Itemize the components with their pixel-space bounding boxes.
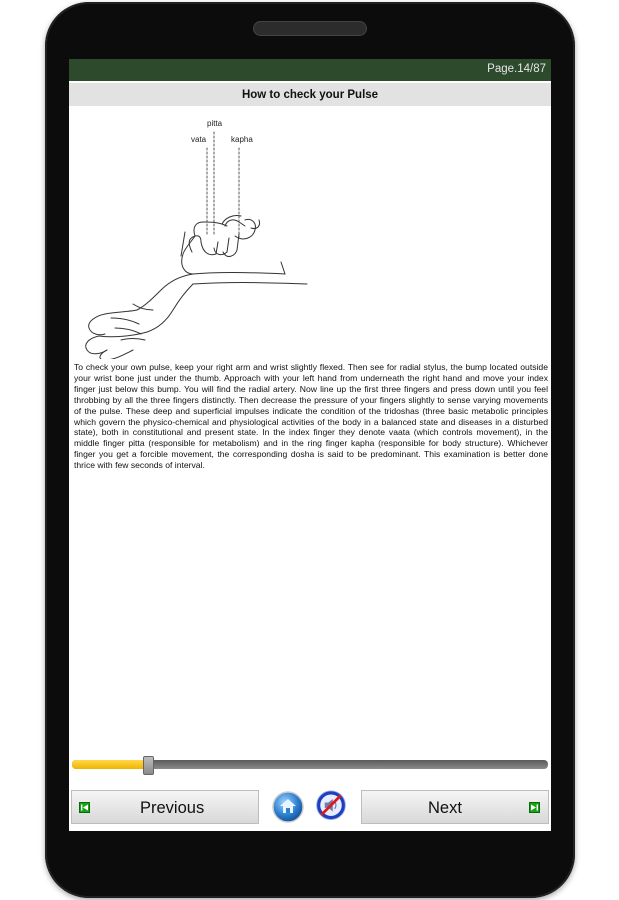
home-icon[interactable] (271, 790, 305, 824)
bottom-controls (69, 743, 551, 831)
speaker-grille (253, 21, 367, 36)
article-body: To check your own pulse, keep your right arm and wrist slightly flexed. Then see for radial stylus, the bump located outside your wrist bone just under the thumb. Approach with your left hand from underneath the right hand and move your index finger just below this bump. You will find the radial artery. Now line up the first three fingers and press down until you feel throbbing by all the three fingers distinctly. Then decrease the pressure of your fingers slightly to sense varying movements of the pulse. These deep and superficial impulses indicate the condition of the tridoshas (three basic metabolic principles which govern the physico-chemical and physiological activities of the body in a balanced state and diseases in a disturbed state), both in constitutional and present state. In the index finger they denote vaata (which controls movement), in the middle finger pitta (responsible for metabolism) and in the ring finger kapha (responsible for body structure). Whichever finger you get a forcible movement, the corresponding dosha is said to be predominant. This examination is better done thrice with few seconds of interval. (74, 362, 548, 471)
page-indicator: Page.14/87 (487, 63, 546, 75)
pitta-label: pitta (207, 119, 223, 128)
skip-next-icon (529, 802, 540, 813)
progress-slider-handle[interactable] (143, 756, 154, 775)
next-button[interactable] (361, 790, 549, 824)
previous-label: Previous (140, 799, 205, 817)
sound-muted-icon[interactable] (314, 790, 348, 824)
kapha-label: kapha (231, 135, 253, 144)
page-title: How to check your Pulse (241, 89, 379, 101)
vata-label: vata (191, 135, 207, 144)
previous-button[interactable] (71, 790, 259, 824)
app-screen (69, 59, 551, 831)
progress-slider-fill (72, 760, 148, 769)
title-bar (69, 83, 551, 106)
next-label: Next (428, 799, 462, 817)
status-bar (69, 59, 551, 81)
skip-previous-icon (79, 802, 90, 813)
pulse-check-illustration (75, 114, 325, 359)
